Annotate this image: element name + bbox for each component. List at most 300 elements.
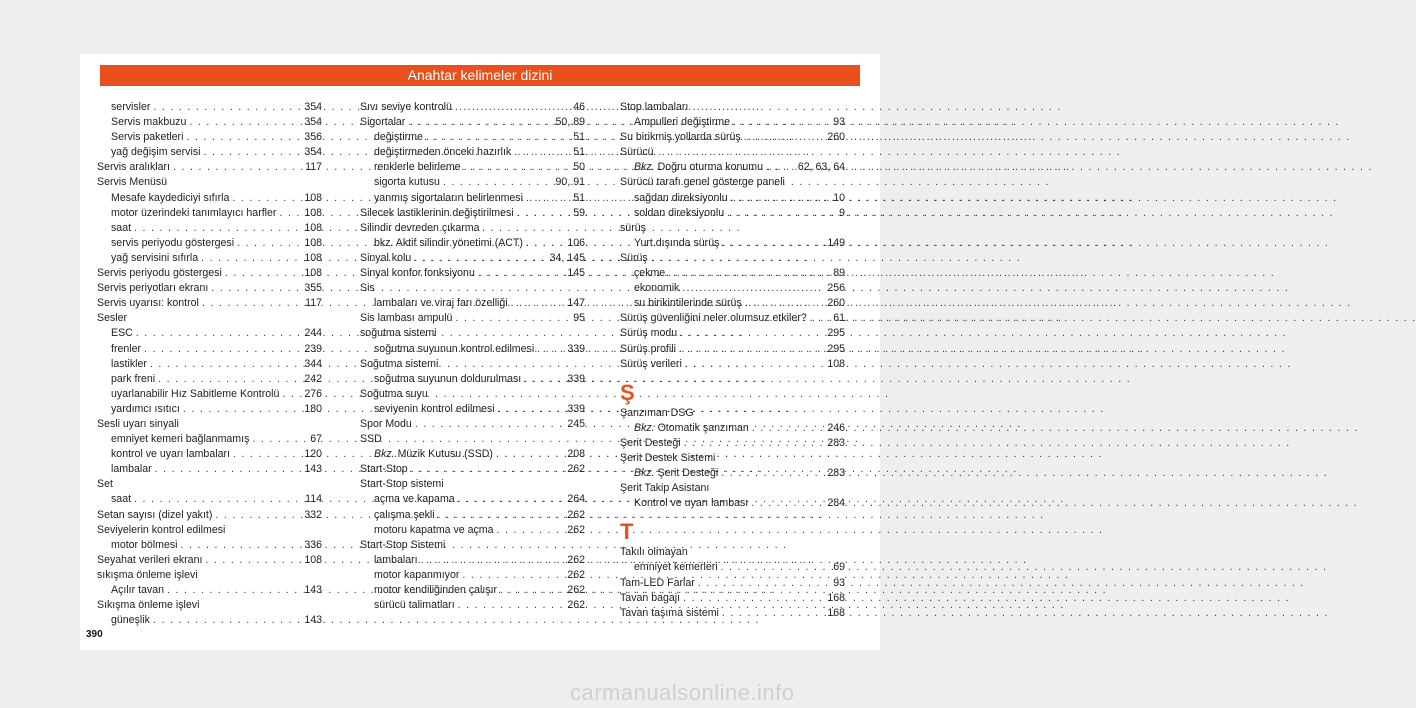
entry-page-ref: 10 — [833, 191, 845, 204]
entry-label: renklerle belirleme — [374, 161, 461, 174]
entry-label: Servis periyotları ekranı — [97, 282, 209, 295]
entry-page-ref: 262 — [567, 508, 585, 521]
index-column-1 — [97, 100, 322, 628]
entry-label: bkz. Aktif silindir yönetimi (ACT) — [374, 236, 523, 249]
entry-page-ref: 114 — [305, 493, 322, 506]
index-entry — [360, 387, 585, 402]
index-subentry — [360, 145, 585, 160]
entry-page-ref: 260 — [827, 131, 845, 144]
entry-label: Sis — [360, 282, 375, 295]
entry-text — [634, 191, 728, 206]
entry-page-ref: 208 — [567, 448, 585, 461]
dot-leader — [181, 538, 302, 553]
entry-text — [620, 221, 646, 236]
index-subentry — [620, 296, 845, 311]
entry-label: soğutma suyunun kontrol edilmesi — [374, 342, 535, 355]
dot-leader — [537, 342, 564, 357]
entry-label: Sesli uyarı sinyali — [97, 417, 179, 430]
index-subentry — [360, 568, 585, 583]
entry-label: saat — [111, 493, 132, 506]
entry-label: motor bölmesi — [111, 538, 178, 551]
entry-page-ref: 354 — [304, 116, 322, 129]
entry-text — [374, 402, 495, 417]
entry-page-ref: 284 — [827, 497, 845, 510]
dot-leader — [680, 326, 824, 341]
entry-text — [374, 508, 435, 523]
entry-page-ref: 264 — [567, 493, 585, 506]
entry-page-ref: 262 — [567, 523, 585, 536]
index-entry — [620, 451, 845, 466]
entry-page-ref: 59 — [573, 206, 585, 219]
page-number: 390 — [86, 629, 103, 640]
entry-text — [111, 206, 276, 221]
index-entry — [620, 145, 845, 160]
entry-text — [634, 115, 730, 130]
entry-text — [360, 281, 375, 296]
index-subentry — [97, 251, 322, 266]
index-column-2 — [360, 100, 585, 613]
entry-label: sürücü talimatları — [374, 599, 455, 612]
entry-label: motor üzerindeki tanımlayıcı harfler — [111, 206, 277, 219]
index-subentry — [97, 326, 322, 341]
index-subentry — [360, 191, 585, 206]
entry-label: Start-Stop Sistemi — [360, 538, 446, 551]
entry-label: Otomatik şanzıman — [657, 421, 749, 434]
dot-leader — [751, 496, 824, 511]
entry-text — [97, 568, 198, 583]
entry-label: Müzik Kutusu (SSD) — [397, 448, 493, 461]
entry-page-ref: 69 — [833, 561, 845, 574]
entry-page-ref: 239 — [304, 342, 322, 355]
entry-text — [374, 191, 523, 206]
dot-leader — [500, 583, 564, 598]
entry-text — [374, 175, 440, 190]
index-entry — [360, 417, 585, 432]
index-subentry — [620, 466, 845, 481]
entry-page-ref: 89 — [833, 267, 845, 280]
entry-label: Soğutma suyu — [360, 387, 428, 400]
entry-page-ref: 90, 91 — [555, 176, 585, 189]
index-entry — [360, 206, 585, 221]
entry-label: uyarlanabilir Hız Sabitleme Kontrolü — [111, 387, 280, 400]
index-entry — [620, 545, 845, 560]
entry-text — [97, 175, 167, 190]
index-entry — [620, 221, 845, 236]
entry-label: Tam-LED Farlar — [620, 576, 695, 589]
entry-text — [620, 145, 654, 160]
entry-label: Seviyelerin kontrol edilmesi — [97, 523, 226, 536]
dot-leader — [134, 221, 301, 236]
entry-page-ref: 355 — [304, 282, 322, 295]
entry-page-ref: 95 — [573, 312, 585, 325]
index-subentry — [620, 281, 845, 296]
entry-label: Tavan taşıma sistemi — [620, 606, 719, 619]
dot-leader — [464, 160, 571, 175]
entry-label: kontrol ve uyarı lambaları — [111, 448, 230, 461]
dot-leader — [282, 387, 301, 402]
dot-leader — [810, 311, 831, 326]
entry-label: Takılı olmayan — [620, 546, 688, 559]
entry-page-ref: 147 — [567, 297, 585, 310]
dot-leader — [173, 160, 302, 175]
entry-label: motoru kapatma ve açma — [374, 523, 494, 536]
index-subentry — [620, 236, 845, 251]
dot-leader — [167, 583, 301, 598]
entry-page-ref: 245 — [567, 417, 585, 430]
entry-text — [634, 266, 665, 281]
entry-page-ref: 168 — [827, 606, 845, 619]
entry-page-ref: 143 — [304, 614, 322, 627]
entry-page-ref: 108 — [827, 357, 845, 370]
entry-text — [97, 160, 170, 175]
index-subentry — [360, 492, 585, 507]
entry-text — [360, 477, 444, 492]
entry-text — [634, 496, 748, 511]
entry-label: lambaları — [374, 553, 418, 566]
entry-page-ref: 262 — [567, 553, 585, 566]
entry-text — [97, 523, 225, 538]
entry-label: çekme — [634, 267, 666, 280]
index-subentry — [97, 583, 322, 598]
entry-label: Set — [97, 478, 113, 491]
entry-page-ref: 344 — [304, 357, 322, 370]
entry-text — [97, 296, 199, 311]
entry-page-ref: 120 — [304, 448, 322, 461]
index-entry — [620, 326, 845, 341]
entry-page-ref: 46 — [573, 101, 585, 113]
entry-label: Sürüş modu — [620, 327, 678, 340]
dot-leader — [426, 130, 570, 145]
entry-text — [360, 357, 438, 372]
entry-label: soğutma sistemi — [360, 327, 437, 340]
entry-page-ref: 143 — [304, 463, 322, 476]
index-entry — [97, 175, 322, 190]
entry-text — [620, 451, 715, 466]
dot-leader — [766, 160, 795, 175]
entry-text — [374, 583, 497, 598]
index-subentry — [97, 402, 322, 417]
dot-leader — [201, 251, 301, 266]
entry-page-ref: 354 — [304, 146, 322, 159]
index-entry — [360, 100, 585, 115]
dot-leader — [733, 115, 830, 130]
entry-label: Şerit Desteği — [657, 467, 719, 480]
index-entry — [360, 311, 585, 326]
index-entry — [97, 417, 322, 432]
entry-text — [374, 296, 508, 311]
entry-label: Servis paketleri — [111, 131, 184, 144]
index-subentry — [97, 613, 322, 628]
entry-label: motor kendiliğinden çalışır — [374, 584, 498, 596]
entry-text — [634, 206, 724, 221]
entry-text — [620, 406, 694, 421]
entry-label: Açılır tavan — [111, 584, 164, 596]
dot-leader — [498, 402, 565, 417]
dot-leader — [745, 296, 825, 311]
index-column-3 — [620, 100, 845, 621]
dot-leader — [183, 402, 301, 417]
entry-text — [620, 342, 676, 357]
index-entry — [97, 311, 322, 326]
index-entry — [97, 296, 322, 311]
see-reference-label: Bkz. — [634, 467, 655, 480]
dot-leader — [682, 281, 824, 296]
entry-page-ref: 108 — [304, 236, 322, 249]
dot-leader — [411, 462, 565, 477]
entry-label: Sürüş profili — [620, 342, 676, 355]
index-subentry — [97, 447, 322, 462]
index-subentry — [360, 372, 585, 387]
entry-page-ref: 283 — [827, 436, 845, 449]
entry-page-ref: 242 — [304, 372, 322, 385]
entry-text — [111, 357, 147, 372]
index-subentry — [360, 342, 585, 357]
entry-label: Sürücü — [620, 146, 654, 159]
entry-label: değiştirmeden önceki hazırlık — [374, 146, 512, 159]
entry-label: Doğru oturma konumu — [657, 161, 763, 174]
watermark: carmanualsonline.info — [570, 680, 795, 705]
dot-leader — [215, 508, 301, 523]
index-entry — [620, 311, 845, 326]
dot-leader — [252, 432, 307, 447]
entry-page-ref: 149 — [827, 236, 845, 249]
entry-text — [111, 100, 150, 115]
dot-leader — [421, 553, 565, 568]
index-entry — [360, 357, 585, 372]
dot-leader — [526, 236, 564, 251]
entry-text — [360, 417, 412, 432]
index-entry — [97, 568, 322, 583]
index-entry — [620, 481, 845, 496]
entry-label: sigorta kutusu — [374, 176, 440, 189]
index-entry — [360, 538, 585, 553]
entry-page-ref: 108 — [304, 221, 322, 234]
entry-label: Yurt dışında sürüş — [634, 236, 720, 249]
entry-text — [97, 508, 212, 523]
entry-text — [374, 145, 511, 160]
index-entry — [97, 553, 322, 568]
entry-text — [97, 311, 127, 326]
entry-text — [360, 311, 452, 326]
entry-text — [360, 462, 408, 477]
entry-page-ref: 51 — [573, 131, 585, 144]
entry-page-ref: 256 — [827, 282, 845, 295]
index-entry — [360, 432, 585, 447]
entry-text — [111, 191, 229, 206]
dot-leader — [455, 311, 570, 326]
entry-text — [620, 436, 681, 451]
dot-leader — [458, 598, 565, 613]
entry-label: sıkışma önleme işlevi — [97, 568, 198, 581]
entry-page-ref: 339 — [567, 402, 585, 415]
entry-page-ref: 62, 63, 64 — [797, 161, 845, 174]
index-subentry — [360, 402, 585, 417]
dot-leader — [721, 560, 831, 575]
entry-label: güneşlik — [111, 614, 150, 627]
entry-label: seviyenin kontrol edilmesi — [374, 402, 495, 415]
entry-label: Servis aralıkları — [97, 161, 170, 174]
index-subentry — [97, 130, 322, 145]
entry-text — [634, 236, 719, 251]
entry-label: lambalar — [111, 463, 152, 476]
index-title: Anahtar kelimeler dizini — [100, 65, 860, 86]
entry-label: Seyahat verileri ekranı — [97, 553, 203, 566]
entry-text — [111, 447, 230, 462]
entry-label: su birikintilerinde sürüş — [634, 297, 742, 310]
entry-text — [111, 145, 201, 160]
index-subentry — [97, 191, 322, 206]
entry-page-ref: 262 — [567, 584, 585, 596]
entry-label: ekonomik — [634, 282, 680, 295]
index-entry — [360, 477, 585, 492]
entry-page-ref: 339 — [567, 372, 585, 385]
entry-page-ref: 108 — [304, 251, 322, 264]
index-entry — [360, 326, 585, 341]
index-subentry — [360, 553, 585, 568]
entry-text — [374, 372, 521, 387]
dot-leader — [134, 492, 302, 507]
see-reference-label: Bkz. — [634, 421, 655, 434]
dot-leader — [698, 576, 830, 591]
dot-leader — [685, 357, 824, 372]
dot-leader — [233, 447, 301, 462]
entry-label: soldan direksiyonlu — [634, 206, 725, 219]
entry-label: Şerit Desteği — [620, 436, 681, 449]
entry-text — [97, 477, 113, 492]
index-entry — [620, 130, 845, 145]
entry-text — [111, 326, 133, 341]
index-subentry — [360, 296, 585, 311]
dot-leader — [462, 568, 564, 583]
dot-leader — [186, 130, 301, 145]
entry-page-ref: 262 — [567, 599, 585, 612]
entry-page-ref: 283 — [827, 467, 845, 480]
entry-label: Tavan bagajı — [620, 591, 681, 604]
entry-text — [620, 311, 807, 326]
index-entry — [620, 342, 845, 357]
index-entry — [360, 462, 585, 477]
entry-page-ref: 295 — [827, 327, 845, 340]
index-entry — [620, 357, 845, 372]
entry-page-ref: 51 — [573, 191, 585, 204]
index-subentry — [97, 221, 322, 236]
entry-text — [111, 221, 131, 236]
entry-label: yağ servisini sıfırla — [111, 251, 199, 264]
entry-page-ref: 117 — [305, 161, 322, 174]
dot-leader — [683, 591, 824, 606]
entry-label: Su birikmiş yollarda sürüş — [620, 131, 741, 144]
dot-leader — [136, 326, 302, 341]
dot-leader — [408, 115, 552, 130]
entry-text — [360, 100, 452, 115]
entry-text — [97, 553, 202, 568]
index-subentry — [360, 160, 585, 175]
index-entry — [97, 598, 322, 613]
dot-leader — [225, 266, 301, 281]
entry-text — [360, 326, 437, 341]
dot-leader — [478, 266, 564, 281]
entry-label: Sis lambası ampulü — [360, 312, 453, 325]
dot-leader — [158, 372, 301, 387]
index-entry — [620, 576, 845, 591]
index-subentry — [360, 447, 585, 462]
dot-leader — [497, 523, 565, 538]
dot-leader — [155, 462, 302, 477]
dot-leader — [150, 357, 301, 372]
entry-label: değiştirme — [374, 131, 423, 144]
entry-text — [360, 221, 480, 236]
dot-leader — [153, 100, 301, 115]
index-entry — [97, 266, 322, 281]
index-subentry — [620, 160, 845, 175]
entry-label: lambaları ve viraj farı özelliği — [374, 297, 508, 310]
entry-page-ref: 106 — [567, 236, 585, 249]
entry-page-ref: 108 — [304, 553, 322, 566]
entry-page-ref: 244 — [304, 327, 322, 340]
entry-page-ref: 61 — [833, 312, 845, 325]
dot-leader — [232, 191, 301, 206]
index-subentry — [620, 191, 845, 206]
entry-text — [97, 281, 208, 296]
index-subentry — [97, 462, 322, 477]
index-subentry — [97, 387, 322, 402]
index-subentry — [97, 342, 322, 357]
entry-label: Sürüş verileri — [620, 357, 682, 370]
entry-page-ref: 50 — [573, 161, 585, 174]
entry-label: yanmış sigortaların belirlenmesi — [374, 191, 523, 204]
dot-leader — [722, 606, 824, 621]
entry-text — [111, 251, 198, 266]
entry-text — [111, 402, 180, 417]
entry-page-ref: 143 — [304, 584, 322, 596]
entry-text — [111, 130, 183, 145]
index-entry — [97, 523, 322, 538]
index-entry — [620, 606, 845, 621]
entry-text — [360, 266, 475, 281]
index-subentry — [620, 421, 845, 436]
entry-text — [360, 251, 411, 266]
entry-text — [374, 598, 455, 613]
index-entry — [360, 266, 585, 281]
index-subentry — [97, 115, 322, 130]
entry-text — [97, 598, 199, 613]
entry-label: Sıvı seviye kontrolü — [360, 101, 452, 113]
entry-page-ref: 50, 89 — [555, 116, 585, 129]
entry-label: Servis Menüsü — [97, 176, 168, 189]
index-section-letter: Ş — [620, 379, 635, 405]
entry-label: Sürüş — [620, 251, 648, 264]
entry-text — [374, 130, 423, 145]
index-subentry — [97, 145, 322, 160]
index-subentry — [97, 357, 322, 372]
dot-leader — [414, 251, 546, 266]
index-subentry — [97, 538, 322, 553]
entry-label: Start-Stop sistemi — [360, 478, 444, 491]
entry-label: saat — [111, 221, 132, 234]
index-entry — [97, 508, 322, 523]
entry-text — [111, 387, 279, 402]
see-reference-label: Bkz. — [634, 161, 655, 174]
entry-label: Spor Modu — [360, 417, 412, 430]
entry-label: Stop lambaları — [620, 101, 689, 113]
entry-label: Sürücü tarafı genel gösterge paneli — [620, 176, 785, 189]
dot-leader — [721, 466, 824, 481]
entry-label: Sinyal kolu — [360, 251, 412, 264]
entry-label: Sinyal konfor fonksiyonu — [360, 267, 475, 280]
entry-text — [111, 342, 141, 357]
entry-text — [360, 387, 428, 402]
entry-label: Ampulleri değiştirme — [634, 116, 730, 129]
